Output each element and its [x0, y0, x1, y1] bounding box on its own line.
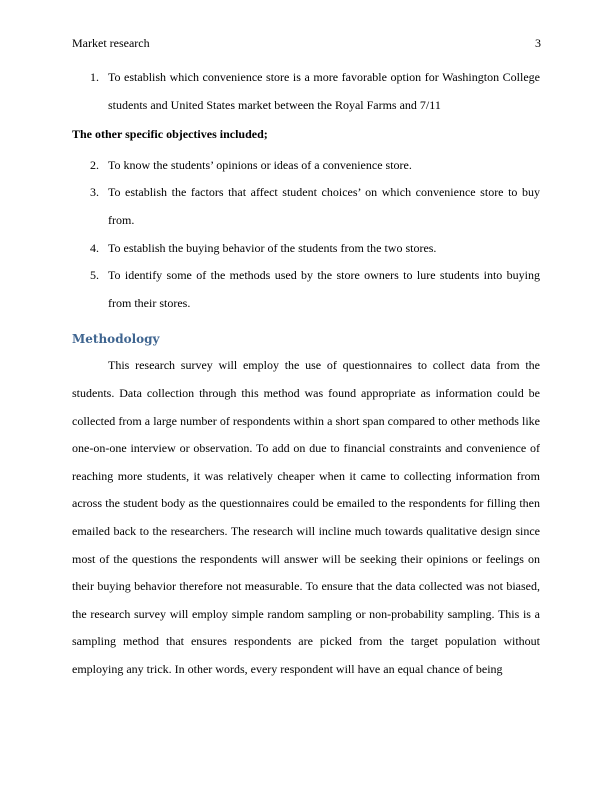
list-item-number: 4. [90, 240, 99, 255]
running-header: Market research [72, 36, 150, 50]
list-item-number: 3. [90, 185, 99, 200]
list-item [72, 179, 540, 234]
list-item-number: 5. [90, 268, 99, 283]
methodology-heading: Methodology [72, 332, 160, 347]
list-item-text: To identify some of the methods used by the store owners to lure students into buying from their stores. [108, 268, 540, 310]
methodology-paragraph: This research survey will employ the use of questionnaires to collect data from the students. Data collection through this method was found appropriate as information could be collected from a large number of respondents within a short span compared to other methods like one-on-one interview or observation. To add on due to financial constraints and convenience of reaching more students, it was relatively cheaper when it came to collecting information from across the student body as the questionnaires could be emailed to the respondents for filling then emailed back to the researchers. The research will incline much towards qualitative design since most of the questions the respondents will answer will be seeking their opinions or feelings on their buying behavior therefore not measurable. To ensure that the data collected was not biased, the research survey will employ simple random sampling or non-probability sampling. This is a sampling method that ensures respondents are picked from the target population without employing any trick. In other words, every respondent will have an equal chance of being [72, 358, 540, 676]
list-item-text: To establish the factors that affect student choices’ on which convenience store to buy from. [108, 185, 540, 227]
list-item [72, 262, 540, 317]
list-item [72, 235, 540, 263]
specific-objectives-subheading: The other specific objectives included; [72, 127, 268, 142]
page-number: 3 [535, 36, 541, 50]
document-body [72, 64, 540, 683]
list-item-text: To establish the buying behavior of the students from the two stores. [108, 240, 437, 255]
list-item-text: To know the students’ opinions or ideas of a convenience store. [108, 157, 412, 172]
list-item-number: 1. [90, 70, 99, 84]
list-item [72, 64, 540, 119]
primary-objectives-list [72, 64, 540, 119]
specific-objectives-list [72, 152, 540, 318]
list-item-text: To establish which convenience store is a more favorable option for Washington College students and United States market between the Royal Farms and 7/11 [108, 70, 540, 112]
list-item [72, 152, 540, 180]
list-item-number: 2. [90, 157, 99, 172]
